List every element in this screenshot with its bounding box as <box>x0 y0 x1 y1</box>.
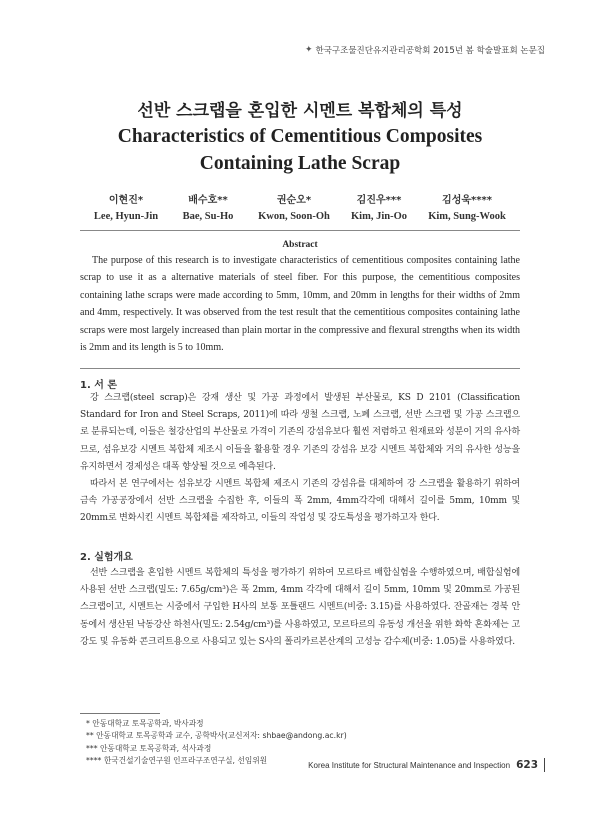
author-name-ko: 이현진* <box>108 195 144 206</box>
abstract <box>80 252 520 356</box>
header-text: 한국구조물진단유지관리공학회 2015년 봄 학술발표회 논문집 <box>315 46 545 56</box>
author-name-ko: 김진우*** <box>356 195 402 206</box>
author-name-en: Kim, Sung-Wook <box>428 211 506 222</box>
footer-bar <box>544 758 545 772</box>
footnote: **** 한국건설기술연구원 인프라구조연구실, 선임위원 <box>86 756 268 766</box>
author-name-ko: 배수호** <box>188 195 228 206</box>
author-name-en: Lee, Hyun-Jin <box>93 211 159 222</box>
footnote: ** 안동대학교 토목공학과 교수, 공학박사(교신저자: shbae@andong.ac.kr) <box>86 731 347 741</box>
abstract-divider <box>80 368 520 369</box>
author-name-en: Kwon, Soon-Oh <box>258 211 330 222</box>
footnote-divider <box>80 713 160 714</box>
author <box>340 191 418 222</box>
author <box>84 191 168 222</box>
footnote: * 안동대학교 토목공학과, 박사과정 <box>86 719 204 728</box>
title-divider <box>80 230 520 231</box>
section-body-introduction <box>80 390 520 528</box>
footnote: *** 안동대학교 토목공학과, 석사과정 <box>86 743 212 753</box>
journal-header <box>305 44 545 56</box>
author-list <box>0 191 600 222</box>
paragraph: 선반 스크랩을 혼입한 시멘트 복합체의 특성을 평가하기 위하여 모르타르 배합실험을 수행하였으며, 배합실험에 사용된 선반 스크랩(밀도: 7.65g/cm³)은 폭 2mm, 4mm 각각에 대해서 길이 5mm, 10mm 및 20mm로 가공된 스크랩이고, 시멘트는 시중에서 구입한 H사의 보통 포틀랜드 시멘트(비중: 3.15)를 사용하였다. 잔골재는 경북 안동에서 생산된 낙동강산 하천사(밀도: 2.54g/cm³)를 사용하였고, 모르타르의 유동성 개선을 위한 화학 혼화제는 고강도 및 유동화 콘크리트용으로 사용되고 있는 S사의 폴리카르본산계의 고성능 감수제(비중: 1.05)를 사용하였다. <box>80 568 520 647</box>
author <box>248 191 340 222</box>
title-english <box>0 123 600 177</box>
abstract-text: The purpose of this research is to investigate characteristics of cementitious composites containing lathe scrap to use it as a alternative materials of steel fiber. For this purpose, the cementitious composites containing lathe scraps were made according to 5mm, 10mm, and 20mm in lengths for their widths of 2mm and 4mm, respectively. It was observed from the test result that the cementitious composites containing lathe scraps were most largely increased than plain mortar in the compressive and flexural strengths when its width is 2mm and its length is 5 to 10mm. <box>80 255 520 354</box>
title-english-line2: Containing Lathe Scrap <box>199 153 401 174</box>
author-name-en: Kim, Jin-Oo <box>350 211 407 222</box>
section-heading-experiment: 2. 실험개요 <box>80 552 133 563</box>
title-korean: 선반 스크랩을 혼입한 시멘트 복합체의 특성 <box>137 101 463 121</box>
abstract-heading: Abstract <box>282 240 318 250</box>
paragraph: 강 스크랩(steel scrap)은 강재 생산 및 가공 과정에서 발생된 부산물로, KS D 2101 (Classification Standard for Iron and Steel Scraps, 2011)에 따라 생철 스크랩, 노폐 스크랩, 선반 스크랩 및 가공 스크랩으로 분류되는데, 이들은 철강산업의 부산물로 가격이 기존의 강섬유보다 훨씬 저렴하고 원재료와 성분이 거의 유사하므로, 섬유보강 시멘트 복합체 제조시 이들을 활용할 경우 기존의 강섬유 보강 시멘트 복합체와 거의 유사한 성능을 유지하면서 경제성은 대폭 향상될 것으로 예측된다. <box>80 393 520 472</box>
section-body-experiment <box>80 565 520 651</box>
header-mark-icon: ✦ <box>304 45 313 55</box>
footer-text: Korea Institute for Structural Maintenance and Inspection <box>308 760 511 770</box>
page-number: 623 <box>516 759 538 771</box>
page-footer <box>308 758 545 772</box>
paragraph: 따라서 본 연구에서는 섬유보강 시멘트 복합체 제조시 기존의 강섬유를 대체하여 강 스크랩을 활용하기 위하여 금속 가공공장에서 선반 스크랩을 수집한 후, 이들의 폭 2mm, 4mm각각에 대해서 길이를 5mm, 10mm 및 20mm로 변화시킨 시멘트 복합체를 제작하고, 이들의 작업성 및 강도특성을 평가하고자 한다. <box>80 479 520 524</box>
author-name-ko: 김성욱**** <box>442 195 492 206</box>
author <box>168 191 248 222</box>
author-name-en: Bae, Su-Ho <box>182 211 234 222</box>
author <box>418 191 516 222</box>
title-english-line1: Characteristics of Cementitious Composites <box>117 126 483 147</box>
section-heading-introduction: 1. 서 론 <box>80 380 118 391</box>
author-name-ko: 권순오* <box>276 195 312 206</box>
